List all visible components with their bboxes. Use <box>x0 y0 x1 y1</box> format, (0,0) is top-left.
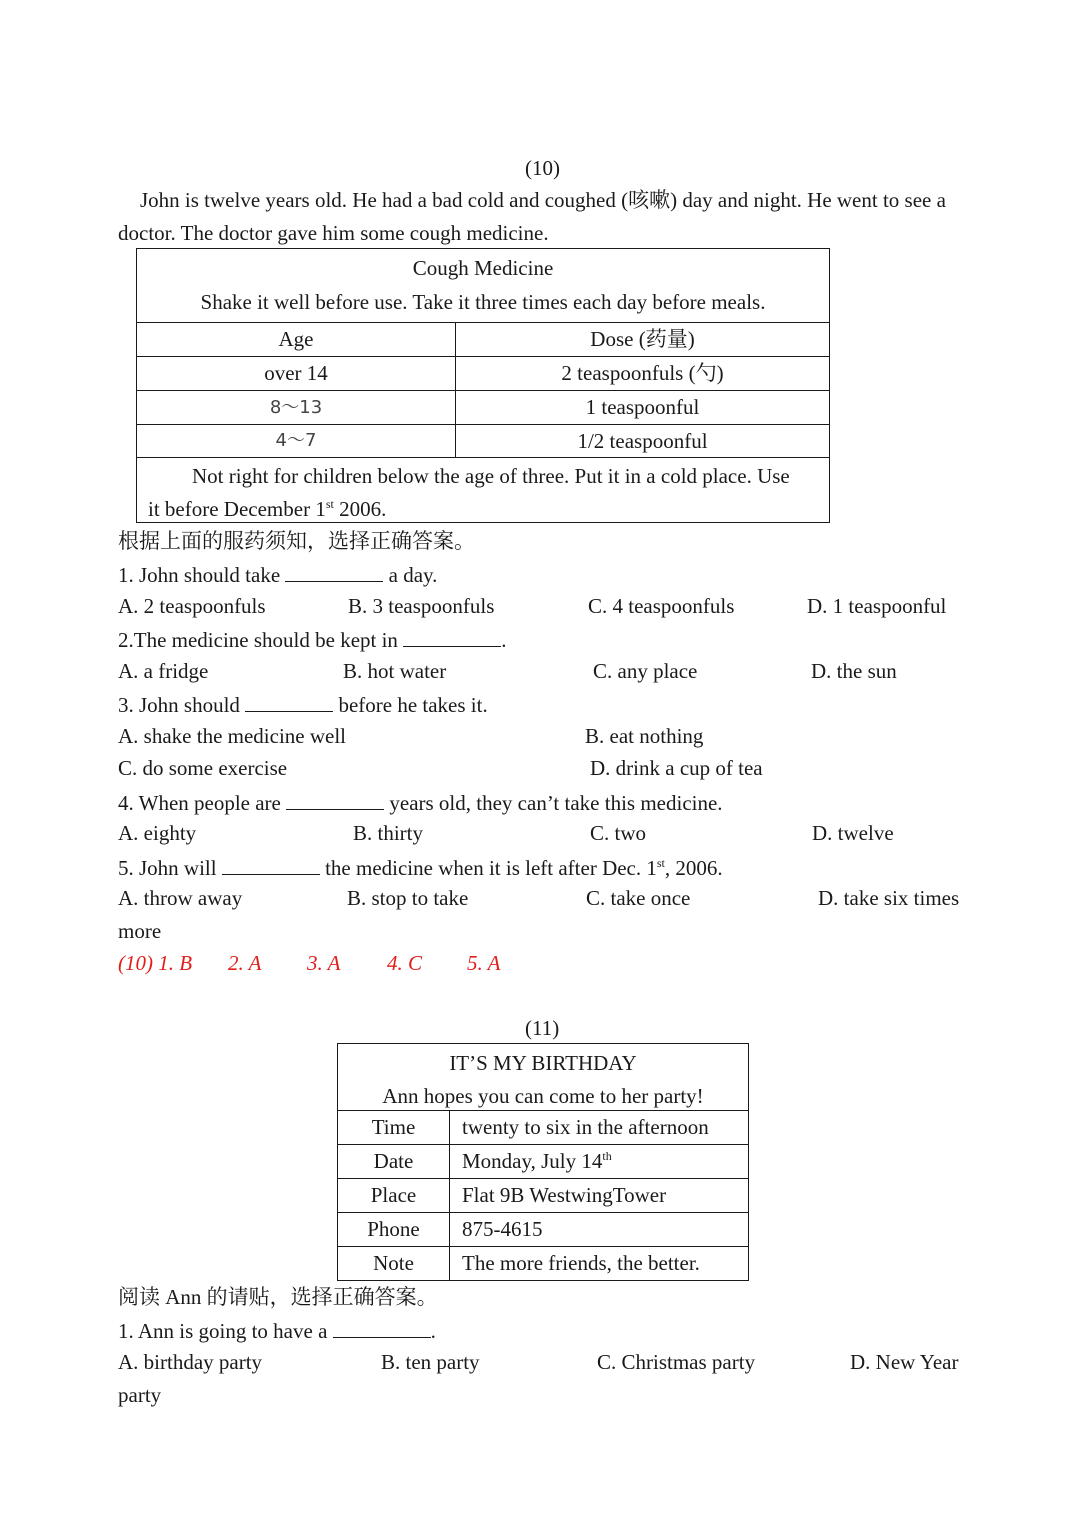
option-d[interactable]: D. take six times <box>818 886 960 910</box>
instructions-cn: 根据上面的服药须知，选择正确答案。 <box>118 529 475 553</box>
invitation-label: Place <box>338 1179 450 1213</box>
option-a[interactable]: A. throw away <box>118 886 243 910</box>
answer-blank <box>222 856 320 875</box>
medicine-instruction: Shake it well before use. Take it three times each day before meals. <box>200 290 766 314</box>
option-b[interactable]: B. thirty <box>353 821 424 845</box>
instructions-cn: 阅读 Ann 的请贴，选择正确答案。 <box>118 1285 438 1309</box>
dose-row <box>137 391 830 425</box>
age-cell: over 14 <box>137 357 456 391</box>
option-c[interactable]: C. two <box>590 821 647 845</box>
invitation-value: 875-4615 <box>450 1213 749 1247</box>
dose-column-header: Dose (药量) <box>456 323 830 357</box>
invitation-row <box>338 1111 749 1145</box>
dose-cell: 2 teaspoonfuls (勺) <box>456 357 830 391</box>
medicine-note-line2: it before December 1st 2006. <box>148 497 387 521</box>
option-d[interactable]: D. twelve <box>812 821 894 845</box>
option-a[interactable]: A. a fridge <box>118 659 209 683</box>
option-a[interactable]: A. shake the medicine well <box>118 724 347 748</box>
option-b[interactable]: B. stop to take <box>347 886 469 910</box>
option-b[interactable]: B. hot water <box>343 659 447 683</box>
answer-key: (10) 1. B <box>118 951 193 975</box>
option-a[interactable]: A. birthday party <box>118 1350 263 1374</box>
age-cell: 8～13 <box>137 391 456 425</box>
option-c[interactable]: C. Christmas party <box>597 1350 756 1374</box>
option-c[interactable]: C. take once <box>586 886 691 910</box>
invitation-value: The more friends, the better. <box>450 1247 749 1281</box>
option-d[interactable]: D. New Year <box>850 1350 959 1374</box>
option-b[interactable]: B. 3 teaspoonfuls <box>348 594 495 618</box>
invitation-header-cell <box>338 1044 749 1111</box>
option-d[interactable]: D. 1 teaspoonful <box>807 594 947 618</box>
dose-cell: 1 teaspoonful <box>456 391 830 425</box>
age-cell: 4～7 <box>137 425 456 458</box>
option-d[interactable]: D. drink a cup of tea <box>590 756 763 780</box>
medicine-title: Cough Medicine <box>412 256 554 280</box>
section-11-heading: (11) <box>525 1016 560 1040</box>
answer-key: 5. A <box>467 951 501 975</box>
question-3: 3. John should before he takes it. <box>118 693 488 717</box>
invitation-label: Time <box>338 1111 450 1145</box>
answer-key: 4. C <box>387 951 423 975</box>
option-d-wrap: more <box>118 919 162 943</box>
invitation-label: Date <box>338 1145 450 1179</box>
medicine-note-cell <box>137 458 830 523</box>
invitation-label: Phone <box>338 1213 450 1247</box>
intro-text-line2: doctor. The doctor gave him some cough medicine. <box>118 221 549 245</box>
invitation-row <box>338 1213 749 1247</box>
option-c[interactable]: C. 4 teaspoonfuls <box>588 594 735 618</box>
answer-blank <box>245 693 333 712</box>
invitation-value: twenty to six in the afternoon <box>450 1111 749 1145</box>
answer-blank <box>286 791 384 810</box>
medicine-table-header-cell <box>137 249 830 323</box>
question-1: 1. John should take a day. <box>118 563 438 587</box>
option-c[interactable]: C. do some exercise <box>118 756 288 780</box>
dose-cell: 1/2 teaspoonful <box>456 425 830 458</box>
option-a[interactable]: A. 2 teaspoonfuls <box>118 594 266 618</box>
cough-medicine-table <box>136 248 830 523</box>
intro-text-line1: John is twelve years old. He had a bad cold and coughed (咳嗽) day and night. He went to see a <box>140 188 946 212</box>
invitation-subtitle: Ann hopes you can come to her party! <box>382 1084 704 1108</box>
question-4: 4. When people are years old, they can’t take this medicine. <box>118 791 723 815</box>
invitation-title: IT’S MY BIRTHDAY <box>449 1051 637 1075</box>
medicine-note-line1: Not right for children below the age of three. Put it in a cold place. Use <box>192 464 790 488</box>
question-2: 2.The medicine should be kept in . <box>118 628 507 652</box>
invitation-row <box>338 1247 749 1281</box>
answer-blank <box>333 1319 431 1338</box>
dose-row <box>137 357 830 391</box>
option-c[interactable]: C. any place <box>593 659 698 683</box>
question-1: 1. Ann is going to have a . <box>118 1319 436 1343</box>
birthday-invitation-table <box>337 1043 749 1281</box>
invitation-value: Flat 9B WestwingTower <box>450 1179 749 1213</box>
invitation-value: Monday, July 14th <box>450 1145 749 1179</box>
option-d[interactable]: D. the sun <box>811 659 897 683</box>
invitation-row <box>338 1145 749 1179</box>
answer-blank <box>403 628 501 647</box>
option-d-wrap: party <box>118 1383 162 1407</box>
answer-key: 3. A <box>307 951 341 975</box>
option-b[interactable]: B. ten party <box>381 1350 480 1374</box>
section-10-heading: (10) <box>525 156 560 180</box>
invitation-label: Note <box>338 1247 450 1281</box>
answer-key: 2. A <box>228 951 262 975</box>
question-5: 5. John will the medicine when it is left after Dec. 1st, 2006. <box>118 856 723 880</box>
option-a[interactable]: A. eighty <box>118 821 197 845</box>
dose-row <box>137 425 830 458</box>
answer-blank <box>285 563 383 582</box>
invitation-row <box>338 1179 749 1213</box>
age-column-header: Age <box>137 323 456 357</box>
option-b[interactable]: B. eat nothing <box>585 724 704 748</box>
